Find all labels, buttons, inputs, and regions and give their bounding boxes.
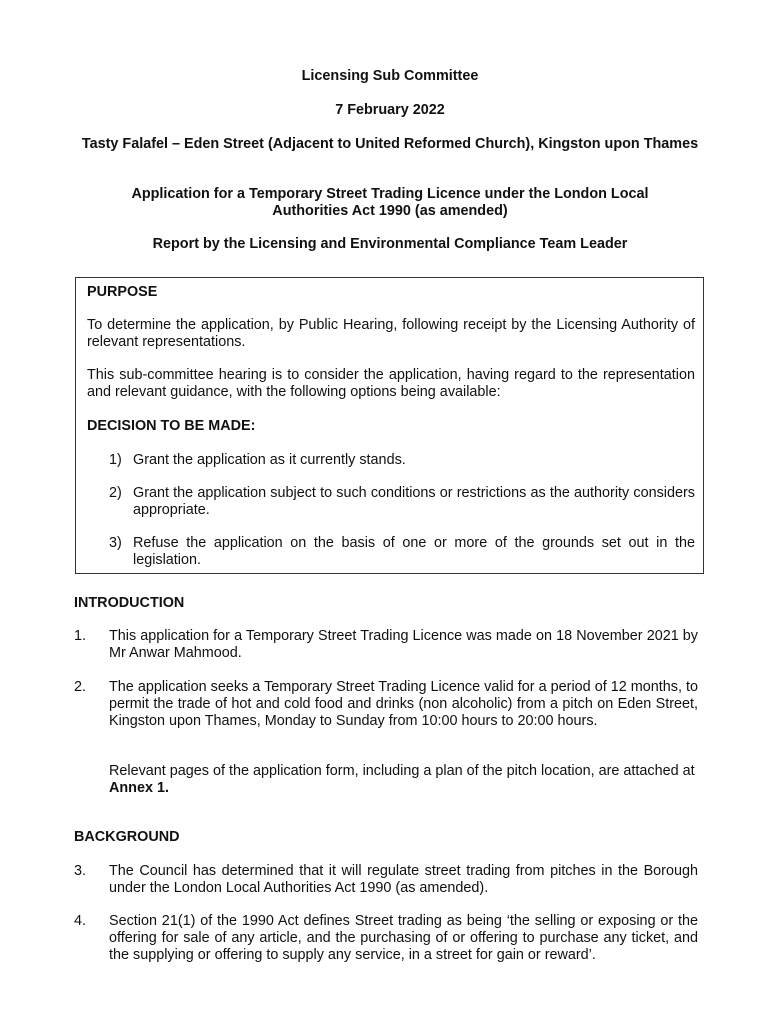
numbered-paragraph [74,863,698,897]
report-author: Report by the Licensing and Environmental Compliance Team Leader [152,236,628,252]
background-heading: BACKGROUND [74,829,180,845]
paragraph-text: The application seeks a Temporary Street Trading Licence valid for a period of 12 months, to permit the trade of hot and cold food and drinks (non alcoholic) from a pitch on Eden Street, Kingston upon Thames, Monday to Sunday from 10:00 hours to 20:00 hours. [109,679,698,729]
purpose-paragraph-2: This sub-committee hearing is to consider the application, having regard to the representation and relevant guidance, with the following options being available: [87,367,695,400]
option-text: Grant the application subject to such conditions or restrictions as the authority considers appropriate. [133,485,695,518]
decision-option [109,452,695,469]
numbered-paragraph [74,628,698,662]
annex-text: Relevant pages of the application form, including a plan of the pitch location, are attached at [109,763,695,779]
annex-reference: Annex 1. [109,780,169,796]
option-number: 3) [109,535,122,551]
committee-title: Licensing Sub Committee [301,68,479,84]
decision-option [109,535,695,569]
purpose-heading: PURPOSE [87,284,158,300]
paragraph-text: This application for a Temporary Street Trading Licence was made on 18 November 2021 by Mr Anwar Mahmood. [109,628,698,661]
numbered-paragraph [74,913,698,964]
numbered-paragraph [74,679,698,730]
meeting-date: 7 February 2022 [335,102,445,118]
paragraph-number: 3. [74,863,87,879]
paragraph-text: Section 21(1) of the 1990 Act defines Street trading as being ‘the selling or exposing or the offering for sale of any article, and the purchasing of or offering to purchase any ticket, and the supplying or offering to supply any service, in a street for gain or reward’. [109,913,698,963]
purpose-paragraph-1: To determine the application, by Public Hearing, following receipt by the Licensing Authority of relevant representations. [87,317,695,350]
paragraph-number: 2. [74,679,87,695]
annex-paragraph [74,763,698,797]
option-text: Grant the application as it currently stands. [133,452,406,468]
paragraph-number: 1. [74,628,87,644]
application-title: Application for a Temporary Street Trading Licence under the London Local Authorities Act 1990 (as amended) [131,186,649,219]
report-subject: Tasty Falafel – Eden Street (Adjacent to United Reformed Church), Kingston upon Thames [81,136,699,152]
option-text: Refuse the application on the basis of one or more of the grounds set out in the legislation. [133,535,695,568]
introduction-heading: INTRODUCTION [74,595,185,611]
option-number: 2) [109,485,122,501]
decision-heading: DECISION TO BE MADE: [87,418,256,434]
decision-option [109,485,695,519]
paragraph-text: The Council has determined that it will regulate street trading from pitches in the Borough under the London Local Authorities Act 1990 (as amended). [109,863,698,896]
option-number: 1) [109,452,122,468]
paragraph-number: 4. [74,913,87,929]
purpose-box [75,277,704,574]
